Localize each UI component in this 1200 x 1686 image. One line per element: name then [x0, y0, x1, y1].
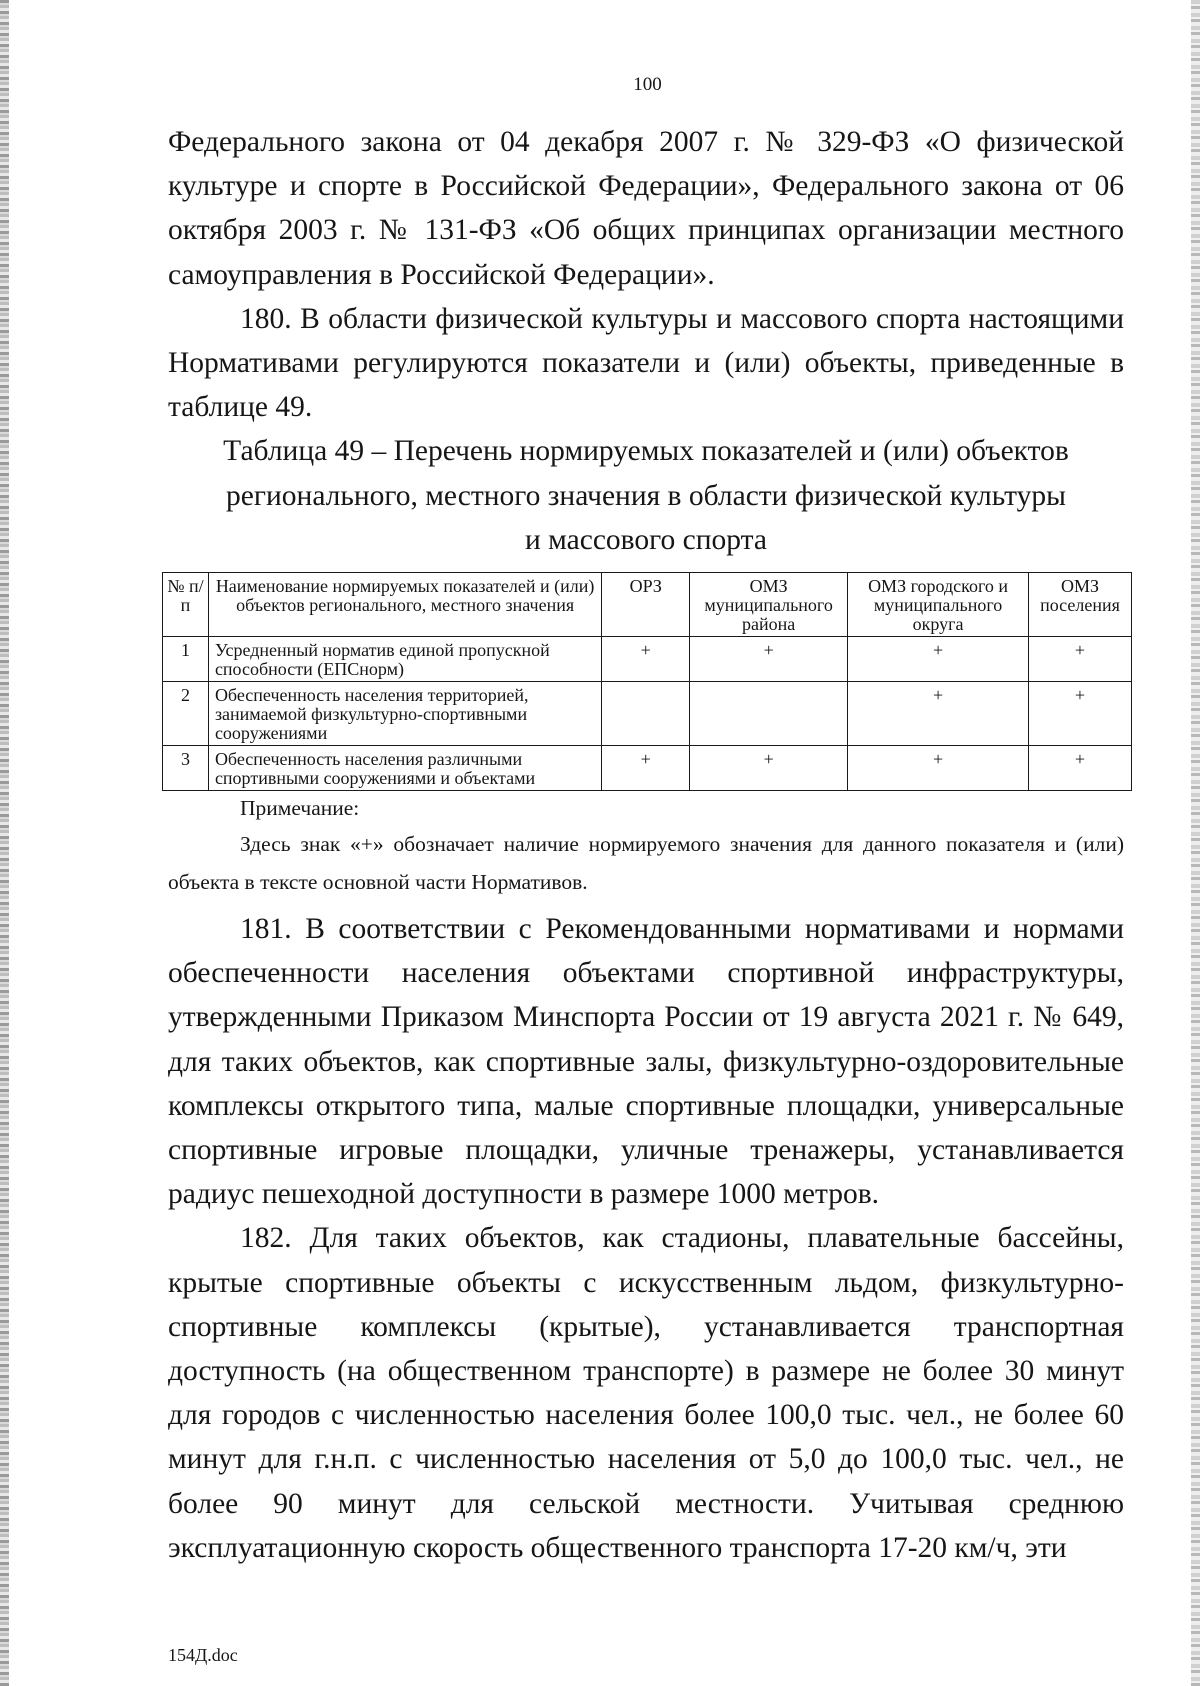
cell-omz-city-okrug: +	[848, 682, 1029, 746]
header-omz-city-okrug: ОМЗ городского и муниципального округа	[848, 573, 1029, 637]
note-label: Примечание:	[240, 796, 360, 821]
header-omz-district: ОМЗ муниципального района	[690, 573, 848, 637]
paragraph-182: 182. Для таких объектов, как стадионы, плавательные бассейны, крытые спортивные объекты с искусственным льдом, физкультурно-спортивные комплексы (крытые), устанавливается транспортная доступность (на общественном транспорте) в размере не более 30 минут для городов с численностью населения более 100,0 тыс. чел., не более 60 минут для г.н.п. с численностью населения от 5,0 до 100,0 тыс. чел., не более 90 минут для сельской местности. Учитывая среднюю эксплуатационную скорость общественного транспорта 17-20 км/ч, эти	[168, 1222, 1124, 1564]
note-text: Здесь знак «+» обозначает наличие нормируемого значения для данного показателя и (или) объекта в тексте основной части Нормативов.	[168, 832, 1124, 895]
cell-omz-city-okrug: +	[848, 746, 1029, 791]
norms-table	[162, 572, 1132, 791]
footer-filename: 154Д.doc	[168, 1645, 238, 1665]
document-body	[168, 120, 1124, 1570]
cell-orz: +	[602, 746, 690, 791]
table-row	[163, 637, 1132, 682]
cell-omz-district	[690, 682, 848, 746]
scan-edge-right	[1191, 0, 1200, 1686]
scan-edge-left	[0, 0, 9, 1686]
table-caption-line: регионального, местного значения в области физической культуры	[226, 479, 1066, 512]
cell-name: Обеспеченность населения различными спортивными сооружениями и объектами	[208, 746, 601, 791]
cell-orz: +	[602, 637, 690, 682]
paragraph-181: 181. В соответствии с Рекомендованными нормативами и нормами обеспеченности населения объектами спортивной инфраструктуры, утвержденными Приказом Минспорта России от 19 августа 2021 г. № 649, для таких объектов, как спортивные залы, физкультурно-оздоровительные комплексы открытого типа, малые спортивные площадки, универсальные спортивные игровые площадки, уличные тренажеры, устанавливается радиус пешеходной доступности в размере 1000 метров.	[168, 913, 1124, 1211]
cell-omz-settlement: +	[1029, 637, 1132, 682]
table-caption	[168, 429, 1124, 562]
cell-name: Обеспеченность населения территорией, занимаемой физкультурно-спортивными сооружениями	[208, 682, 601, 746]
cell-omz-settlement: +	[1029, 746, 1132, 791]
cell-omz-district: +	[690, 637, 848, 682]
cell-omz-settlement: +	[1029, 682, 1132, 746]
header-name: Наименование нормируемых показателей и (или) объектов регионального, местного значения	[208, 573, 601, 637]
page-number: 100	[633, 74, 662, 95]
header-orz: ОРЗ	[602, 573, 690, 637]
paragraph-intro: Федерального закона от 04 декабря 2007 г. № 329-ФЗ «О физической культуре и спорте в Российской Федерации», Федерального закона от 06 октября 2003 г. № 131-ФЗ «Об общих принципах организации местного самоуправления в Российской Федерации».	[168, 126, 1124, 291]
table-caption-line: и массового спорта	[525, 523, 767, 556]
header-number: № п/п	[163, 573, 209, 637]
paragraph-180: 180. В области физической культуры и массового спорта настоящими Нормативами регулируются показатели и (или) объекты, приведенные в таблице 49.	[168, 302, 1124, 424]
cell-omz-city-okrug: +	[848, 637, 1029, 682]
table-row	[163, 746, 1132, 791]
cell-number: 1	[163, 637, 209, 682]
table-caption-line: Таблица 49 – Перечень нормируемых показателей и (или) объектов	[223, 435, 1069, 468]
cell-name: Усредненный норматив единой пропускной способности (ЕПСнорм)	[208, 637, 601, 682]
table-row	[163, 682, 1132, 746]
cell-orz	[602, 682, 690, 746]
header-omz-settlement: ОМЗ поселения	[1029, 573, 1132, 637]
cell-number: 2	[163, 682, 209, 746]
cell-omz-district: +	[690, 746, 848, 791]
cell-number: 3	[163, 746, 209, 791]
table-header-row	[163, 573, 1132, 637]
